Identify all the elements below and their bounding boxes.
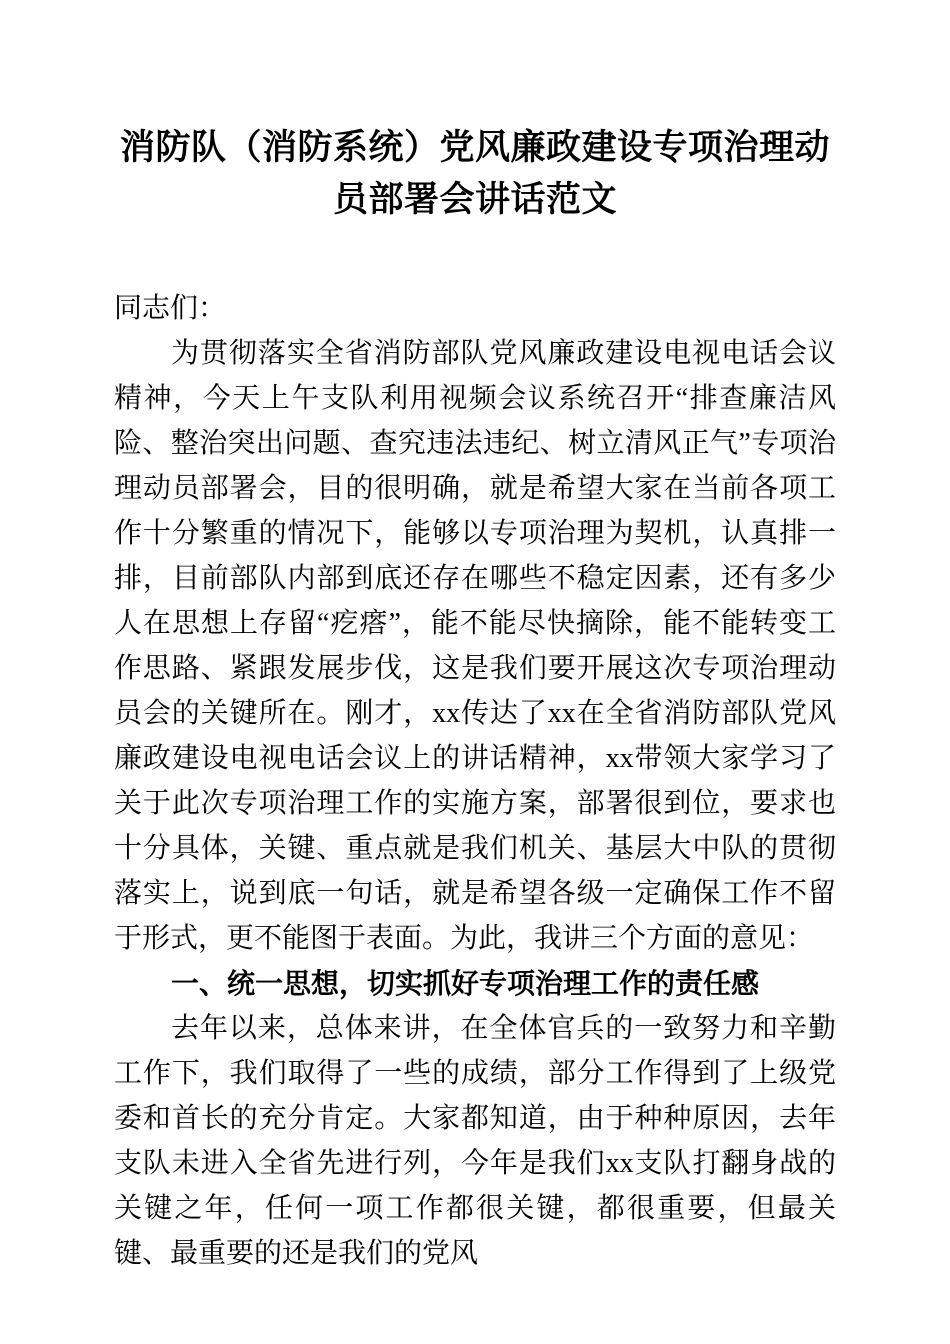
- paragraph-intro: 为贯彻落实全省消防部队党风廉政建设电视电话会议精神，今天上午支队利用视频会议系统召开“排查廉洁风险、整治突出问题、查究违法违纪、树立清风正气”专项治理动员部署会，目的很明确，就是希望大家在当前各项工作十分繁重的情况下，能够以专项治理为契机，认真排一排，目前部队内部到底还存在哪些不稳定因素，还有多少人在思想上存留“疙瘩”，能不能尽快摘除，能不能转变工作思路、紧跟发展步伐，这是我们要开展这次专项治理动员会的关键所在。刚才，xx传达了xx在全省消防部队党风廉政建设电视电话会议上的讲话精神，xx带领大家学习了关于此次专项治理工作的实施方案，部署很到位，要求也十分具体，关键、重点就是我们机关、基层大中队的贯彻落实上，说到底一句话，就是希望各级一定确保工作不留于形式，更不能图于表面。为此，我讲三个方面的意见：: [114, 338, 836, 954]
- salutation: 同志们：: [114, 293, 227, 324]
- paragraph-section-1: 去年以来，总体来讲，在全体官兵的一致努力和辛勤工作下，我们取得了一些的成绩，部分工作得到了上级党委和首长的充分肯定。大家都知道，由于种种原因，去年支队未进入全省先进行列，今年是我们xx支队打翻身战的关键之年，任何一项工作都很关键，都很重要，但最关键、最重要的还是我们的党风: [114, 1013, 836, 1269]
- document-title: 消防队（消防系统）党风廉政建设专项治理动员部署会讲话范文: [119, 128, 830, 219]
- section-heading-1: 一、统一思想，切实抓好专项治理工作的责任感: [171, 968, 760, 999]
